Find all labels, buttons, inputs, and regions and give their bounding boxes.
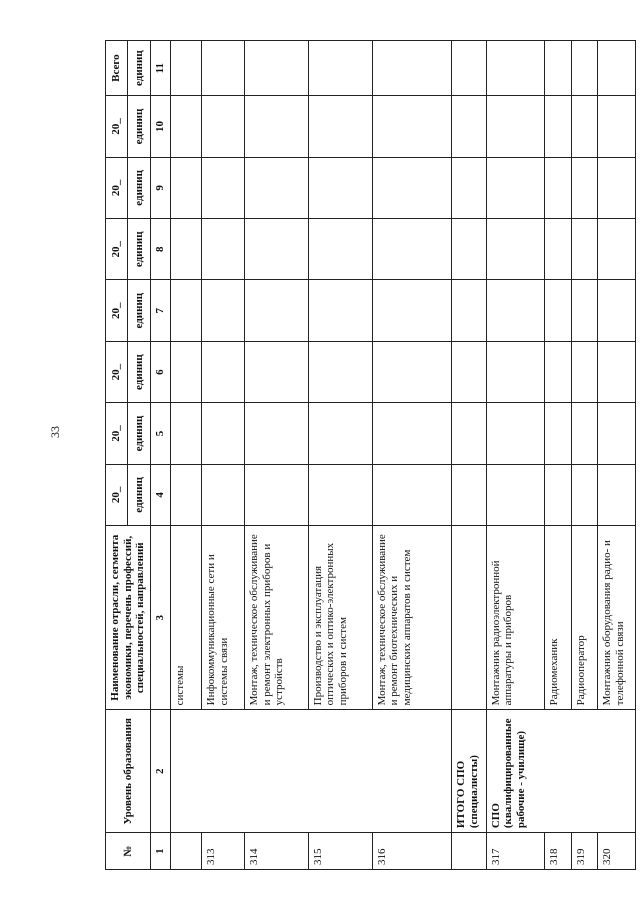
column-number-row — [150, 41, 170, 870]
header-year: 20_ — [106, 341, 128, 402]
unit-cell: единиц — [128, 219, 150, 280]
row-level: ИТОГО СПО (специалисты) — [452, 710, 486, 833]
col-number: 6 — [150, 341, 170, 402]
header-year: 20_ — [106, 157, 128, 218]
header-year: 20_ — [106, 280, 128, 341]
row-name: Производство и эксплуатация оптических и оптико-электронных приборов и систем — [308, 526, 372, 710]
unit-cell: единиц — [128, 41, 150, 96]
row-name: Монтаж, техническое обслуживание и ремонт биотехнических и медицинских аппаратов и систем — [372, 526, 452, 710]
header-year: 20_ — [106, 403, 128, 464]
col-number: 8 — [150, 219, 170, 280]
table-row — [486, 41, 544, 870]
page-number: 33 — [48, 426, 62, 438]
header-year: 20_ — [106, 219, 128, 280]
header-year: 20_ — [106, 464, 128, 525]
row-number: 320 — [598, 833, 635, 870]
col-number: 5 — [150, 403, 170, 464]
header-name: Наименование отрасли, сегмента экономики, перечень профессий, специальностей, направлений — [106, 526, 151, 710]
unit-cell: единиц — [128, 341, 150, 402]
header-year: 20_ — [106, 96, 128, 157]
row-number: 319 — [571, 833, 598, 870]
data-table — [105, 40, 636, 870]
header-level: Уровень образования — [106, 710, 151, 833]
col-number: 2 — [150, 710, 170, 833]
col-number: 3 — [150, 526, 170, 710]
row-number: 314 — [245, 833, 309, 870]
rotated-table-wrapper — [105, 40, 630, 870]
unit-cell: единиц — [128, 96, 150, 157]
table-row — [170, 41, 202, 870]
col-number: 11 — [150, 41, 170, 96]
unit-cell: единиц — [128, 157, 150, 218]
row-name: Радиооператор — [571, 526, 598, 710]
header-total: Всего — [106, 41, 128, 96]
header-row — [106, 41, 128, 870]
row-level — [170, 710, 452, 833]
row-name — [452, 526, 486, 710]
col-number: 7 — [150, 280, 170, 341]
row-number: 318 — [545, 833, 572, 870]
row-number — [452, 833, 486, 870]
unit-cell: единиц — [128, 280, 150, 341]
header-no: № — [106, 833, 151, 870]
row-number: 316 — [372, 833, 452, 870]
row-level: СПО (квалифицированные рабочие - училище) — [486, 710, 635, 833]
row-number: 315 — [308, 833, 372, 870]
row-name: Инфокоммуникационные сети и системы связи — [202, 526, 245, 710]
table-row-total — [452, 41, 486, 870]
row-name: Радиомеханик — [545, 526, 572, 710]
row-number: 313 — [202, 833, 245, 870]
col-number: 4 — [150, 464, 170, 525]
col-number: 1 — [150, 833, 170, 870]
unit-cell: единиц — [128, 464, 150, 525]
row-name: Монтажник радиоэлектронной аппаратуры и приборов — [486, 526, 544, 710]
row-name: системы — [170, 526, 202, 710]
row-number: 317 — [486, 833, 544, 870]
unit-cell: единиц — [128, 403, 150, 464]
row-name: Монтажник оборудования радио- и телефонной связи — [598, 526, 635, 710]
row-number — [170, 833, 202, 870]
col-number: 9 — [150, 157, 170, 218]
row-name: Монтаж, техническое обслуживание и ремонт электронных приборов и устройств — [245, 526, 309, 710]
col-number: 10 — [150, 96, 170, 157]
